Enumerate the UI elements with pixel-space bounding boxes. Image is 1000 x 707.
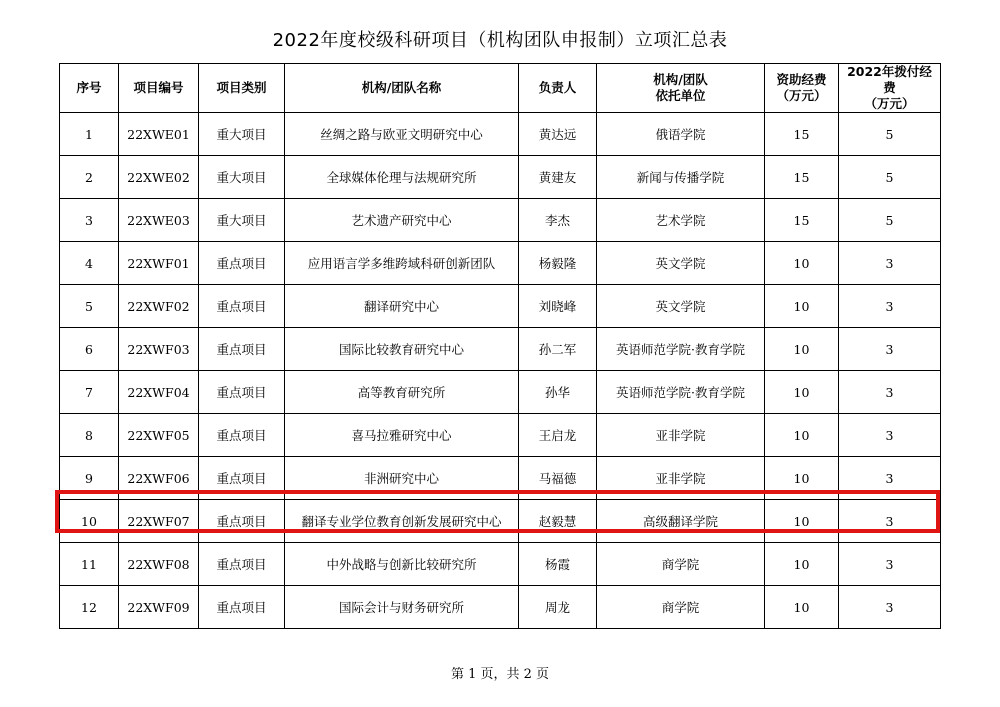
cell-index: 9 — [60, 457, 119, 500]
cell-team-name: 国际会计与财务研究所 — [285, 586, 519, 629]
table-row — [60, 371, 941, 414]
cell-project-code: 22XWF09 — [119, 586, 199, 629]
cell-leader: 周龙 — [519, 586, 597, 629]
cell-funding: 10 — [765, 543, 839, 586]
cell-2022-allocation: 3 — [839, 586, 941, 629]
cell-funding: 10 — [765, 586, 839, 629]
table-row — [60, 285, 941, 328]
table-row — [60, 199, 941, 242]
cell-funding: 10 — [765, 371, 839, 414]
cell-host-unit: 亚非学院 — [597, 414, 765, 457]
cell-project-category: 重大项目 — [199, 113, 285, 156]
table-row — [60, 586, 941, 629]
cell-funding: 10 — [765, 328, 839, 371]
table-row — [60, 156, 941, 199]
cell-host-unit: 英文学院 — [597, 242, 765, 285]
table-body — [60, 113, 941, 629]
table-row — [60, 543, 941, 586]
cell-project-category: 重点项目 — [199, 414, 285, 457]
cell-leader: 王启龙 — [519, 414, 597, 457]
cell-project-code: 22XWF06 — [119, 457, 199, 500]
cell-leader: 杨毅隆 — [519, 242, 597, 285]
cell-project-category: 重点项目 — [199, 457, 285, 500]
cell-leader: 孙二军 — [519, 328, 597, 371]
cell-host-unit: 英文学院 — [597, 285, 765, 328]
cell-leader: 马福德 — [519, 457, 597, 500]
cell-project-category: 重点项目 — [199, 543, 285, 586]
cell-index: 2 — [60, 156, 119, 199]
cell-index: 3 — [60, 199, 119, 242]
cell-project-code: 22XWF07 — [119, 500, 199, 543]
header-funding: 资助经费 （万元） — [765, 64, 839, 113]
header-leader: 负责人 — [519, 64, 597, 113]
cell-project-category: 重点项目 — [199, 242, 285, 285]
cell-project-code: 22XWE01 — [119, 113, 199, 156]
page-footer: 第 1 页，共 2 页 — [450, 667, 550, 682]
cell-leader: 赵毅慧 — [519, 500, 597, 543]
header-project-category: 项目类别 — [199, 64, 285, 113]
cell-2022-allocation: 3 — [839, 543, 941, 586]
cell-team-name: 翻译专业学位教育创新发展研究中心 — [285, 500, 519, 543]
cell-project-code: 22XWF03 — [119, 328, 199, 371]
cell-index: 7 — [60, 371, 119, 414]
cell-host-unit: 商学院 — [597, 543, 765, 586]
cell-leader: 黄建友 — [519, 156, 597, 199]
cell-host-unit: 英语师范学院·教育学院 — [597, 371, 765, 414]
cell-2022-allocation: 3 — [839, 285, 941, 328]
header-host-unit: 机构/团队 依托单位 — [597, 64, 765, 113]
cell-host-unit: 英语师范学院·教育学院 — [597, 328, 765, 371]
cell-2022-allocation: 3 — [839, 242, 941, 285]
cell-project-code: 22XWF01 — [119, 242, 199, 285]
cell-project-code: 22XWF05 — [119, 414, 199, 457]
cell-project-category: 重点项目 — [199, 586, 285, 629]
header-project-code: 项目编号 — [119, 64, 199, 113]
cell-host-unit: 俄语学院 — [597, 113, 765, 156]
cell-2022-allocation: 5 — [839, 199, 941, 242]
cell-team-name: 全球媒体伦理与法规研究所 — [285, 156, 519, 199]
cell-team-name: 丝绸之路与欧亚文明研究中心 — [285, 113, 519, 156]
cell-index: 5 — [60, 285, 119, 328]
cell-leader: 黄达远 — [519, 113, 597, 156]
cell-funding: 15 — [765, 113, 839, 156]
cell-team-name: 中外战略与创新比较研究所 — [285, 543, 519, 586]
project-summary-table — [59, 63, 941, 629]
cell-project-category: 重点项目 — [199, 328, 285, 371]
cell-2022-allocation: 3 — [839, 457, 941, 500]
cell-project-code: 22XWE02 — [119, 156, 199, 199]
cell-project-code: 22XWE03 — [119, 199, 199, 242]
cell-funding: 10 — [765, 500, 839, 543]
cell-index: 8 — [60, 414, 119, 457]
cell-team-name: 翻译研究中心 — [285, 285, 519, 328]
cell-team-name: 艺术遗产研究中心 — [285, 199, 519, 242]
table-row — [60, 414, 941, 457]
header-2022-allocation: 2022年拨付经费 （万元） — [839, 64, 941, 113]
cell-funding: 10 — [765, 285, 839, 328]
cell-project-category: 重点项目 — [199, 371, 285, 414]
table-row — [60, 328, 941, 371]
cell-2022-allocation: 3 — [839, 328, 941, 371]
cell-host-unit: 商学院 — [597, 586, 765, 629]
cell-leader: 孙华 — [519, 371, 597, 414]
cell-host-unit: 新闻与传播学院 — [597, 156, 765, 199]
cell-leader: 李杰 — [519, 199, 597, 242]
cell-index: 4 — [60, 242, 119, 285]
table-row — [60, 113, 941, 156]
cell-host-unit: 亚非学院 — [597, 457, 765, 500]
cell-project-category: 重点项目 — [199, 285, 285, 328]
cell-host-unit: 高级翻译学院 — [597, 500, 765, 543]
cell-project-category: 重点项目 — [199, 500, 285, 543]
cell-2022-allocation: 5 — [839, 156, 941, 199]
cell-index: 11 — [60, 543, 119, 586]
cell-2022-allocation: 3 — [839, 371, 941, 414]
cell-index: 10 — [60, 500, 119, 543]
table-row-highlighted — [60, 500, 941, 543]
cell-host-unit: 艺术学院 — [597, 199, 765, 242]
cell-2022-allocation: 3 — [839, 414, 941, 457]
header-team-name: 机构/团队名称 — [285, 64, 519, 113]
cell-project-category: 重大项目 — [199, 156, 285, 199]
cell-project-code: 22XWF08 — [119, 543, 199, 586]
table-row — [60, 242, 941, 285]
cell-team-name: 非洲研究中心 — [285, 457, 519, 500]
table-header-row — [60, 64, 941, 113]
cell-2022-allocation: 3 — [839, 500, 941, 543]
cell-team-name: 国际比较教育研究中心 — [285, 328, 519, 371]
cell-team-name: 高等教育研究所 — [285, 371, 519, 414]
cell-funding: 15 — [765, 199, 839, 242]
cell-funding: 10 — [765, 414, 839, 457]
cell-2022-allocation: 5 — [839, 113, 941, 156]
cell-leader: 刘晓峰 — [519, 285, 597, 328]
cell-project-category: 重大项目 — [199, 199, 285, 242]
header-index: 序号 — [60, 64, 119, 113]
cell-project-code: 22XWF04 — [119, 371, 199, 414]
cell-index: 6 — [60, 328, 119, 371]
cell-funding: 10 — [765, 242, 839, 285]
cell-funding: 15 — [765, 156, 839, 199]
cell-project-code: 22XWF02 — [119, 285, 199, 328]
cell-funding: 10 — [765, 457, 839, 500]
cell-index: 1 — [60, 113, 119, 156]
cell-team-name: 喜马拉雅研究中心 — [285, 414, 519, 457]
page-title: 2022年度校级科研项目（机构团队申报制）立项汇总表 — [272, 30, 728, 51]
cell-index: 12 — [60, 586, 119, 629]
cell-leader: 杨霞 — [519, 543, 597, 586]
cell-team-name: 应用语言学多维跨域科研创新团队 — [285, 242, 519, 285]
table-row — [60, 457, 941, 500]
